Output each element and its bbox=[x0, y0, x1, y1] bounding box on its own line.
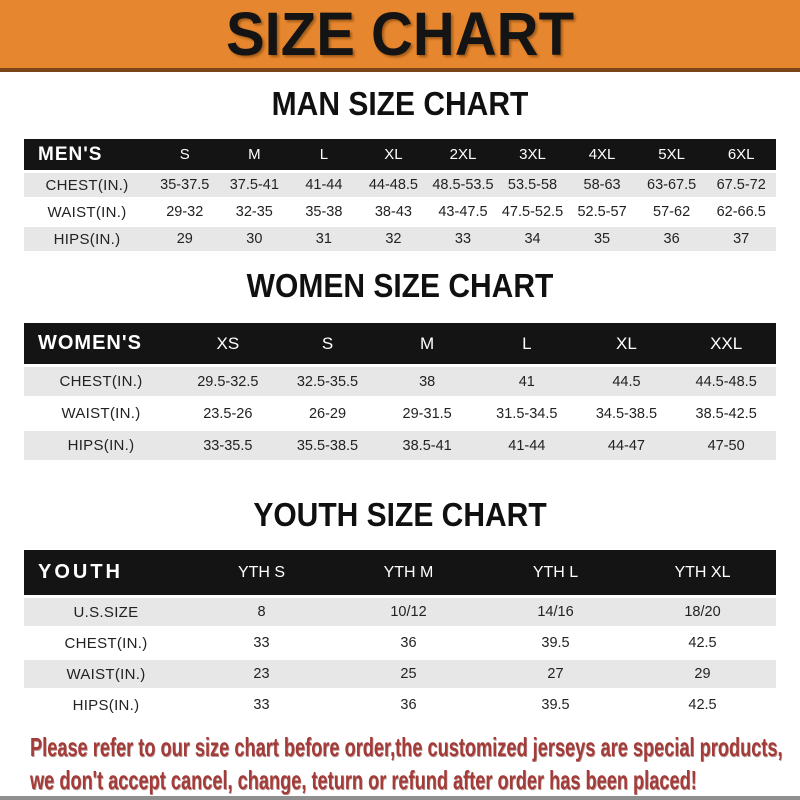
size-cell: 18/20 bbox=[684, 604, 721, 620]
size-cell: 47.5-52.5 bbox=[501, 204, 564, 220]
womens-heading-text: WOMEN SIZE CHART bbox=[246, 267, 554, 305]
table-row bbox=[24, 200, 776, 224]
bottom-edge-divider bbox=[0, 796, 800, 800]
row-label: WAIST(IN.) bbox=[66, 665, 146, 683]
size-cell: 30 bbox=[246, 231, 263, 247]
row-label: WAIST(IN.) bbox=[61, 405, 141, 422]
size-cell: 31 bbox=[315, 231, 332, 247]
womens-size-table bbox=[24, 320, 776, 463]
youth-size-table bbox=[24, 547, 776, 722]
size-cell: 14/16 bbox=[537, 604, 574, 620]
table-row bbox=[24, 399, 776, 428]
size-cell: 27 bbox=[547, 666, 564, 682]
column-header: YTH S bbox=[188, 550, 335, 595]
column-header: M bbox=[220, 139, 290, 170]
size-cell: 36 bbox=[400, 697, 417, 713]
header-row bbox=[24, 550, 776, 595]
size-cell: 41-44 bbox=[305, 177, 343, 193]
size-cell: 36 bbox=[663, 231, 680, 247]
mens-heading-text: MAN SIZE CHART bbox=[271, 85, 529, 123]
row-label: CHEST(IN.) bbox=[45, 176, 129, 194]
size-cell: 44.5 bbox=[612, 373, 641, 390]
size-cell: 48.5-53.5 bbox=[432, 177, 494, 193]
table-row bbox=[24, 367, 776, 396]
size-cell: 33 bbox=[253, 635, 270, 651]
column-header: YTH XL bbox=[629, 550, 776, 595]
table-row bbox=[24, 598, 776, 626]
row-label: U.S.SIZE bbox=[73, 603, 139, 621]
size-cell: 34.5-38.5 bbox=[595, 405, 658, 422]
row-label: HIPS(IN.) bbox=[53, 230, 121, 248]
row-label: HIPS(IN.) bbox=[72, 696, 140, 714]
size-cell: 33-35.5 bbox=[203, 437, 253, 454]
size-cell: 53.5-58 bbox=[507, 177, 558, 193]
size-cell: 38.5-41 bbox=[402, 437, 452, 454]
size-cell: 32.5-35.5 bbox=[296, 373, 359, 390]
row-label: WAIST(IN.) bbox=[47, 203, 127, 221]
size-cell: 26-29 bbox=[308, 405, 347, 422]
size-cell: 29-32 bbox=[166, 204, 204, 220]
column-header: S bbox=[150, 139, 220, 170]
banner bbox=[0, 0, 800, 72]
mens-size-table bbox=[24, 136, 776, 254]
size-cell: 29 bbox=[694, 666, 711, 682]
size-cell: 39.5 bbox=[541, 635, 570, 651]
column-header: 2XL bbox=[428, 139, 498, 170]
table-corner-label: MEN'S bbox=[24, 139, 150, 170]
size-cell: 35 bbox=[593, 231, 611, 247]
size-cell: 32-35 bbox=[235, 204, 273, 220]
header-row bbox=[24, 323, 776, 364]
size-cell: 23.5-26 bbox=[203, 405, 253, 422]
footer-line-1: Please refer to our size chart before order,the customized jerseys are special products, bbox=[30, 732, 783, 762]
table-row bbox=[24, 431, 776, 460]
size-cell: 36 bbox=[400, 635, 417, 651]
womens-section bbox=[0, 267, 800, 463]
column-header: YTH M bbox=[335, 550, 482, 595]
size-cell: 33 bbox=[454, 231, 472, 247]
table-row bbox=[24, 173, 776, 197]
size-cell: 58-63 bbox=[583, 177, 621, 193]
youth-heading bbox=[0, 496, 800, 534]
size-cell: 57-62 bbox=[653, 204, 691, 220]
table-corner-label: WOMEN'S bbox=[24, 323, 178, 364]
size-cell: 29.5-32.5 bbox=[197, 373, 259, 390]
size-cell: 31.5-34.5 bbox=[496, 405, 558, 422]
column-header: S bbox=[278, 323, 378, 364]
column-header: 6XL bbox=[706, 139, 776, 170]
column-header: XS bbox=[178, 323, 278, 364]
size-cell: 35-37.5 bbox=[160, 177, 210, 193]
size-cell: 41-44 bbox=[508, 437, 546, 454]
footer-line-2: we don't accept cancel, change, teturn or refund after order has been placed! bbox=[30, 764, 697, 795]
size-cell: 29-31.5 bbox=[402, 405, 452, 422]
size-cell: 44.5-48.5 bbox=[695, 373, 757, 390]
size-cell: 43-47.5 bbox=[438, 204, 488, 220]
size-cell: 42.5 bbox=[688, 635, 717, 651]
column-header: 4XL bbox=[567, 139, 637, 170]
size-cell: 34 bbox=[524, 231, 541, 247]
size-cell: 67.5-72 bbox=[716, 177, 766, 193]
page-title: SIZE CHART bbox=[226, 0, 574, 69]
size-cell: 10/12 bbox=[390, 604, 427, 620]
size-cell: 44-47 bbox=[607, 437, 645, 454]
mens-heading bbox=[0, 85, 800, 123]
table-row bbox=[24, 629, 776, 657]
row-label: CHEST(IN.) bbox=[64, 634, 148, 652]
size-cell: 38 bbox=[419, 373, 436, 390]
size-cell: 29 bbox=[176, 231, 193, 247]
size-cell: 37 bbox=[733, 231, 750, 247]
column-header: 3XL bbox=[498, 139, 568, 170]
size-cell: 62-66.5 bbox=[716, 204, 766, 220]
column-header: YTH L bbox=[482, 550, 629, 595]
size-cell: 41 bbox=[518, 373, 535, 390]
column-header: XL bbox=[577, 323, 677, 364]
size-cell: 44-48.5 bbox=[368, 177, 418, 193]
size-cell: 25 bbox=[400, 666, 417, 682]
column-header: L bbox=[477, 323, 577, 364]
table-row bbox=[24, 691, 776, 719]
youth-heading-text: YOUTH SIZE CHART bbox=[253, 496, 547, 534]
size-cell: 8 bbox=[257, 604, 266, 620]
size-cell: 52.5-57 bbox=[577, 204, 627, 220]
size-cell: 23 bbox=[253, 666, 270, 682]
size-cell: 35.5-38.5 bbox=[296, 437, 359, 454]
column-header: M bbox=[377, 323, 477, 364]
column-header: L bbox=[289, 139, 359, 170]
row-label: HIPS(IN.) bbox=[67, 437, 135, 454]
size-cell: 47-50 bbox=[707, 437, 745, 454]
youth-section bbox=[0, 496, 800, 722]
size-cell: 38.5-42.5 bbox=[695, 405, 757, 422]
size-cell: 63-67.5 bbox=[647, 177, 697, 193]
column-header: XL bbox=[359, 139, 429, 170]
size-cell: 37.5-41 bbox=[229, 177, 279, 193]
mens-section bbox=[0, 85, 800, 254]
womens-heading bbox=[0, 267, 800, 305]
table-corner-label: YOUTH bbox=[24, 550, 188, 595]
size-cell: 39.5 bbox=[541, 697, 570, 713]
size-cell: 35-38 bbox=[305, 204, 343, 220]
size-cell: 42.5 bbox=[688, 697, 717, 713]
size-cell: 33 bbox=[253, 697, 270, 713]
footer-note bbox=[30, 732, 800, 795]
table-row bbox=[24, 660, 776, 688]
size-cell: 32 bbox=[385, 231, 402, 247]
column-header: 5XL bbox=[637, 139, 707, 170]
header-row bbox=[24, 139, 776, 170]
table-row bbox=[24, 227, 776, 251]
size-cell: 38-43 bbox=[374, 204, 412, 220]
column-header: XXL bbox=[676, 323, 776, 364]
row-label: CHEST(IN.) bbox=[59, 373, 143, 390]
